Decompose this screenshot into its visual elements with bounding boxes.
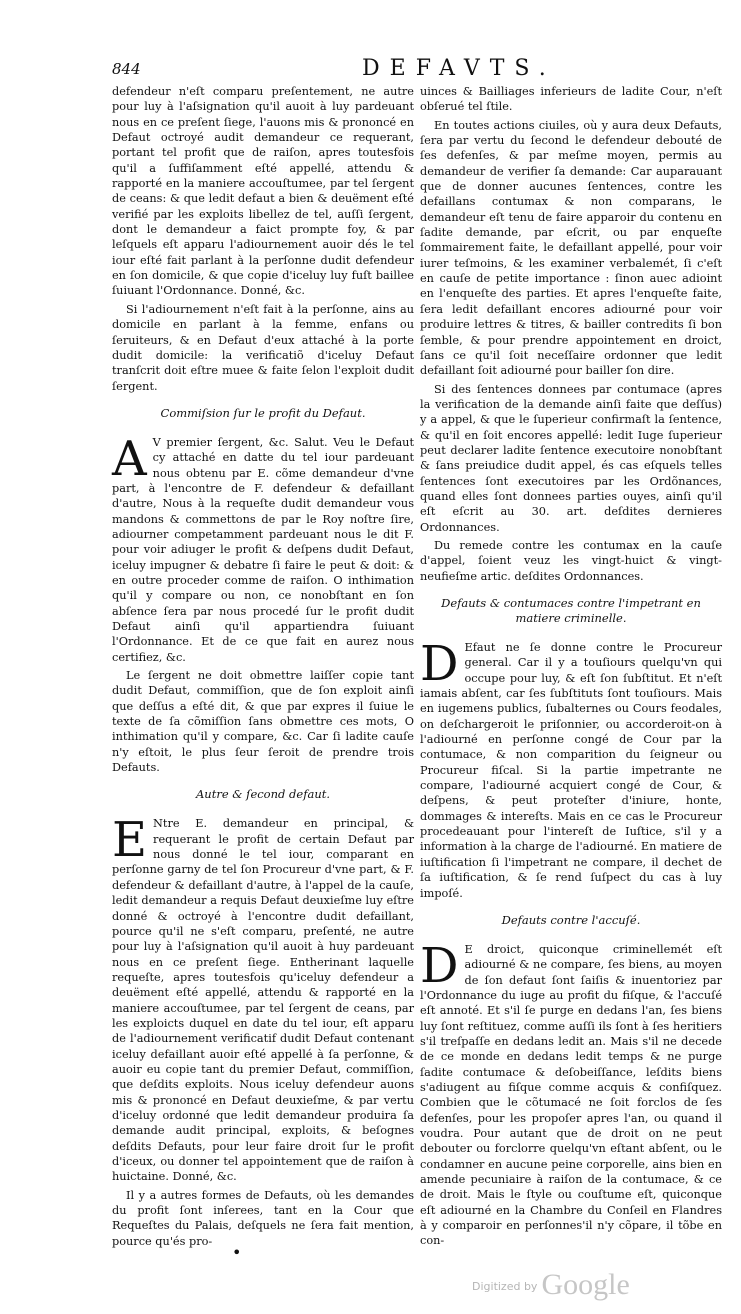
page-mark: • (232, 1243, 242, 1262)
digitized-watermark (472, 1268, 630, 1302)
paragraph: uinces & Bailliages inferieurs de ladite Cour, n'eſt obſerué tel ſtile. (420, 85, 722, 114)
paragraph (420, 636, 722, 901)
paragraph: Si l'adiournement n'eſt fait à la perſonne, ains au domicile en parlant à la femme, enfans ou ſeruiteurs, & en Defaut d'eux attaché à la porte dudit domicile: la verificatiõ d'iceluy Defaut tranſcrit doit eſtre muee & faite ſelon l'exploit dudit ſergent. (112, 302, 414, 393)
running-title: DEFAVTS. (362, 56, 556, 81)
paragraph-text: V premier ſergent, &c. Salut. Veu le Defaut cy attaché en datte du tel iour pardeuant nous obtenu par E. cõme demandeur d'vne part, à l'encontre de F. defendeur & defaillant d'autre, Nous à la requeſte dudit demandeur vous mandons & commettons de par le Roy noſtre ſire, adiourner competamment pardeuant nous le dit F. pour voir adiuger le profit & deſpens dudit Defaut, iceluy impugner & debatre ſi faire le peut & doit: & en outre proceder comme de raiſon. O inthimation qu'il y compare ou non, ce nonobſtant en ſon abſence ſera par nous procedé ſur le profit dudit Defaut ainſi qu'il appartiendra ſuiuant l'Ordonnance. Et de ce que fait en aurez nous certifiez, &c. (112, 435, 414, 664)
page-number: 844 (112, 60, 141, 78)
paragraph: defendeur n'eſt comparu preſentement, ne autre pour luy à l'aſsignation qu'il auoit à luy pardeuant nous en ce preſent ſiege, l'auons mis & prononcé en Defaut octroyé audit demandeur ce requerant, portant tel profit que de raiſon, apres toutesfois qu'il a ſuffiſamment eſté appellé, attendu & rapporté en la maniere accouſtumee, par tel ſergent de ceans: & que ledit defaut a bien & deuëment eſté verifié par les exploits libellez de tel, auſſi ſergent, dont le demandeur a faict prompte foy, & par leſquels eſt apparu l'adiournement auoir dés le tel iour eſté fait parlant à la perſonne dudit defendeur en ſon domicile, & que copie d'iceluy luy fuſt baillee ſuiuant l'Ordonnance. Donné, &c. (112, 85, 414, 298)
section-heading: Commiſsion ſur le profit du Defaut. (160, 405, 366, 420)
drop-cap: D (420, 937, 459, 994)
paragraph (420, 937, 722, 1249)
google-logo: Google (541, 1268, 630, 1301)
drop-cap: E (112, 812, 148, 869)
section-heading: Defauts & contumaces contre l'impetrant en matiere criminelle. (441, 596, 701, 625)
watermark-prefix: Digitized by (472, 1280, 538, 1293)
drop-cap: D (420, 636, 459, 692)
section-heading: Defauts contre l'accuſé. (501, 912, 641, 927)
right-column (420, 84, 722, 1252)
paragraph: Il y a autres formes de Defauts, où les demandes du profit ſont inſerees, tant en la Cour que Requeſtes du Palais, deſquels ne ſera fait mention, pource qu'és pro- (112, 1188, 414, 1248)
page-header (112, 58, 722, 84)
paragraph: Le ſergent ne doit obmettre laiſſer copie tant dudit Defaut, commiſſion, que de ſon exploit ainſi que deſſus a eſté dit, & que par expres il ſuiue le texte de ſa cõmiſſion ſans obmettre ces mots, O inthimation qu'il y compare, &c. Car ſi ladite cauſe n'y eſtoit, le plus ſeur ſeroit de prendre trois Defauts. (112, 669, 414, 775)
paragraph-text: Efaut ne ſe donne contre le Procureur general. Car il y a touſiours quelqu'vn qui occupe pour luy, & eſt ſon ſubſtitut. Et n'eſt iamais abſent, car ſes ſubſtituts ſont touſiours. Mais en iugemens publics, ſubalternes ou Cours feodales, on deſchargeroit le priſonnier, ou accorderoit-on à l'adiourné en perſonne congé de Cour par la contumace, & non comparition du ſeigneur ou Procureur fiſcal. Si la partie impetrante ne compare, l'adiourné acquiert congé de Cour, & deſpens, & peut proteſter d'iniure, honte, dommages & intereſts. Mais en ce cas le Procureur procedeauant pour l'intereſt de Iuſtice, s'il y a information à la charge de l'adiourné. En matiere de iuſtification ſi l'impetrant ne compare, il dechet de ſa iuſtification, & ſe rend ſuſpect du cas à luy impoſé. (420, 641, 722, 900)
left-column (112, 84, 414, 1252)
paragraph (112, 430, 414, 665)
section-heading: Autre & ſecond defaut. (196, 787, 330, 802)
paragraph (112, 812, 414, 1184)
paragraph-text: E droict, quiconque criminellemét eſt adiourné & ne compare, ſes biens, au moyen de ſon defaut ſont ſaiſis & inuentoriez par l'Ordonnance du iuge au profit du fiſque, & l'accuſé eſt annoté. Et s'il ſe purge en dedans l'an, ſes biens luy ſont reſtituez, comme auſſi ils ſont à ſes heritiers s'il treſpaſſe en dedans ledit an. Mais s'il ne decede de ce monde en dedans ledit temps & ne purge ſadite contumace & deſobeiſſance, leſdits biens s'adiugent au fiſque comme acquis & confiſquez. Combien que le cõtumacé ne ſoit forclos de ſes defenſes, pour les propoſer apres l'an, ou quand il voudra. Pour autant que de droit on ne peut debouter ou forclorre quelqu'vn eſtant abſent, ou le condamner en aucune peine corporelle, ains bien en amende pecuniaire à raiſon de la contumace, & ce de droit. Mais le ſtyle ou couſtume eſt, quiconque eſt adiourné en la Chambre du Conſeil en Flandres à y comparoir en perſonnes'il n'y cõpare, il tõbe en con- (420, 942, 722, 1248)
paragraph: En toutes actions ciuiles, où y aura deux Defauts, ſera par vertu du ſecond le defendeur debouté de ſes defenſes, & par meſme moyen, permis au demandeur de verifier ſa demande: Car auparauant que de donner aucunes ſentences, contre les defaillans contumax & non comparans, le demandeur eſt tenu de faire apparoir du contenu en ſadite demande, par eſcrit, ou par enqueſte ſommairement faite, le defaillant appellé, pour voir iurer teſmoins, & les examiner verbalemét, ſi c'eſt en cauſe de petite importance : ſinon auec adioint en l'enqueſte des parties. Et apres l'enqueſte faite, ſera ledit defaillant encores adiourné pour voir produire lettres & titres, & bailler contredits ſi bon ſemble, & pour prendre appointement en droict, ſans ce qu'il ſoit neceſſaire ordonner que ledit defaillant ſoit adiourné pour bailler ſon dire. (420, 118, 722, 378)
paragraph-text: Ntre E. demandeur en principal, & requerant le profit de certain Defaut par nous donné le tel iour, comparant en perſonne garny de tel ſon Procureur d'vne part, & F. defendeur & defaillant d'autre, à l'appel de la cauſe, ledit demandeur a requis Defaut deuxieſme luy eſtre donné & octroyé à l'encontre dudit defaillant, pource qu'il ne s'eſt comparu, preſenté, ne autre pour luy à l'aſsignation qu'il auoit à huy pardeuant nous en ce preſent ſiege. Entherinant laquelle requeſte, apres toutesfois qu'iceluy defendeur a deuëment eſté appellé, attendu & rapporté en la maniere accouſtumee, par tel ſergent de ceans, par les exploicts duquel en date du tel iour, eſt apparu de l'adiournement verificatif dudit Defaut contenant iceluy defaillant auoir eſté appellé à ſa perſonne, & auoir eu copie tant du premier Defaut, commiſſion, que deſdits exploits. Nous iceluy defendeur auons mis & prononcé en Defaut deuxieſme, & par vertu d'iceluy ordonné que ledit demandeur produira ſa demande audit principal, exploits, & beſognes deſdits Defauts, pour leur faire droit ſur le profit d'iceux, ou donner tel appointement que de raiſon à huictaine. Donné, &c. (112, 817, 414, 1184)
paragraph: Si des ſentences donnees par contumace (apres la verification de la demande ainſi faite que deſſus) y a appel, & que le ſuperieur confirmaſt la ſentence, & qu'il en ſoit encores appellé: ledit Iuge ſuperieur peut declarer ladite ſentence executoire nonobſtant & ſans preiudice dudit appel, és cas eſquels telles ſentences ſont executoires par les Ordõnances, quand elles ſont donnees parties ouyes, ainſi qu'il eſt eſcrit au 30. art. deſdites dernieres Ordonnances. (420, 382, 722, 534)
drop-cap: A (112, 430, 147, 487)
paragraph: Du remede contre les contumax en la cauſe d'appel, ſoient veuz les vingt-huict & vingt-neufieſme artic. deſdites Ordonnances. (420, 538, 722, 583)
